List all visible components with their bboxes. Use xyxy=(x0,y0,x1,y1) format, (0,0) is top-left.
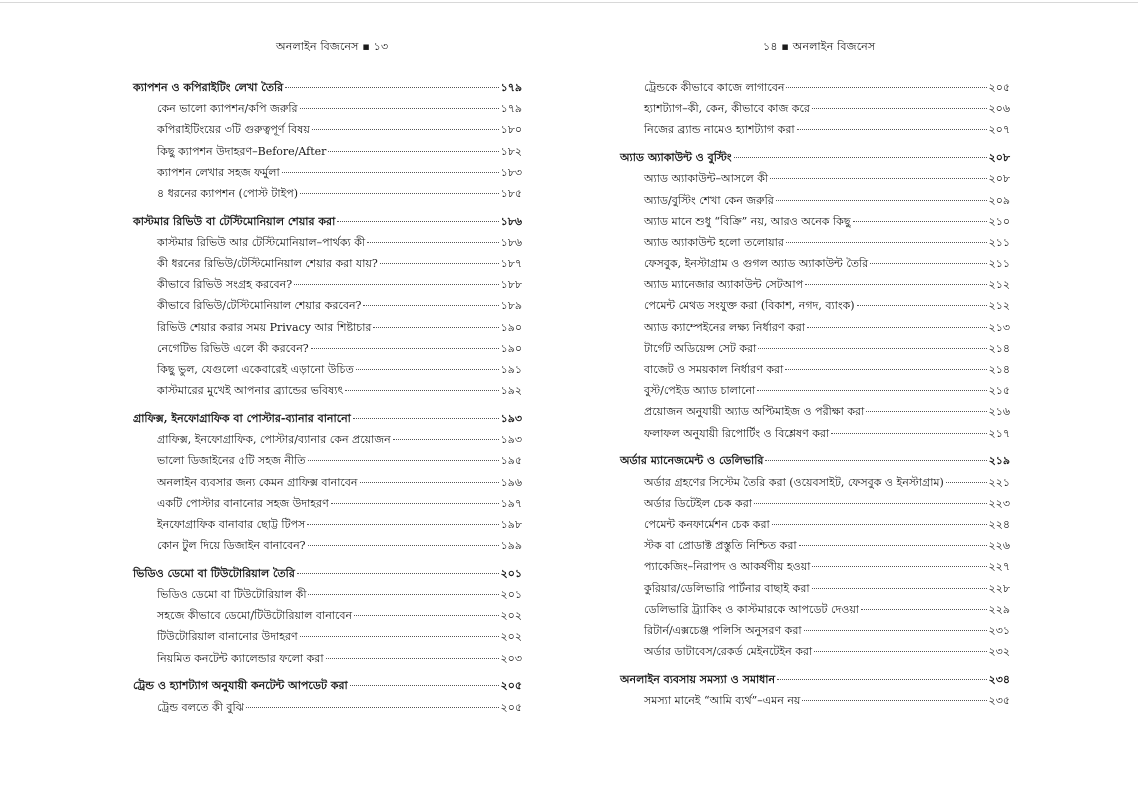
section-title: একটি পোস্টার বানানোর সহজ উদাহরণ xyxy=(157,496,329,510)
section-title: অর্ডার ডিটেইল চেক করা xyxy=(644,496,752,510)
toc-section-entry xyxy=(133,319,522,340)
toc-section-entry xyxy=(620,622,1010,643)
page-number: ২২৭ xyxy=(988,560,1010,574)
page-header-left: অনলাইন বিজনেস ▪ ১৩ xyxy=(276,40,389,53)
page-header-right: ১৪ ▪ অনলাইন বিজনেস xyxy=(763,40,876,53)
dot-leader xyxy=(772,524,987,525)
page-number: ১৯২ xyxy=(500,384,522,398)
chapter-title: অর্ডার ম্যানেজমেন্ট ও ডেলিভারি xyxy=(620,454,764,468)
dot-leader xyxy=(831,433,986,434)
page-number: ২১২ xyxy=(988,278,1010,292)
toc-section-entry xyxy=(133,255,522,276)
dot-leader xyxy=(812,566,986,567)
dot-leader xyxy=(805,284,986,285)
section-title: নিয়মিত কনটেন্ট ক্যালেন্ডার ফলো করা xyxy=(157,651,324,665)
chapter-title: কাস্টমার রিভিউ বা টেস্টিমোনিয়াল শেয়ার করা xyxy=(133,214,336,228)
page-number: ১৯০ xyxy=(500,341,522,355)
toc-section-entry xyxy=(133,586,522,607)
page-number: ২২৪ xyxy=(988,517,1010,531)
section-title: কীভাবে রিভিউ/টেস্টিমোনিয়াল শেয়ার করবেন? xyxy=(157,299,362,313)
section-title: অ্যাড ক্যাম্পেইনের লক্ষ্য নির্ধারণ করা xyxy=(644,320,805,334)
dot-leader xyxy=(300,193,499,194)
page-number: ২০৫ xyxy=(500,700,522,714)
toc-section-entry xyxy=(620,403,1010,424)
page-number: ১৯৮ xyxy=(500,517,522,531)
dot-leader xyxy=(297,573,499,574)
toc-chapter-entry xyxy=(620,671,1010,692)
page-number: ১৮০ xyxy=(500,123,522,137)
section-title: বুস্ট/পেইড অ্যাড চালানো xyxy=(644,384,756,398)
toc-chapter-entry xyxy=(620,452,1010,473)
dot-leader xyxy=(380,263,499,264)
dot-leader xyxy=(812,588,987,589)
dot-leader xyxy=(282,172,499,173)
chapter-title: অনলাইন ব্যবসায় সমস্যা ও সমাধান xyxy=(620,672,776,686)
dot-leader xyxy=(757,390,986,391)
section-title: কোন টুল দিয়ে ডিজাইন বানাবেন? xyxy=(157,539,306,553)
dot-leader xyxy=(246,707,499,708)
dot-leader xyxy=(345,390,498,391)
toc-section-entry xyxy=(620,170,1010,191)
section-title: টার্গেট অডিয়েন্স সেট করা xyxy=(644,341,757,355)
toc-section-entry xyxy=(620,319,1010,340)
section-title: নেগেটিভ রিভিউ এলে কী করবেন? xyxy=(157,341,309,355)
page-number: ২১৫ xyxy=(988,384,1010,398)
toc-section-entry xyxy=(133,121,522,142)
section-title: সহজে কীভাবে ডেমো/টিউটোরিয়াল বানাবেন xyxy=(157,609,353,623)
page-number: ১৯৩ xyxy=(500,433,522,447)
dot-leader xyxy=(307,524,498,525)
toc-section-entry xyxy=(620,474,1010,495)
page-number: ২০৬ xyxy=(988,102,1010,116)
dot-leader xyxy=(331,503,499,504)
toc-section-entry xyxy=(620,297,1010,318)
toc-section-entry xyxy=(133,185,522,206)
dot-leader xyxy=(300,108,499,109)
toc-section-entry xyxy=(620,121,1010,142)
dot-leader xyxy=(807,327,987,328)
page-number: ২০৮ xyxy=(988,151,1010,165)
page-number: ১৮৫ xyxy=(500,186,522,200)
page-number: ২১১ xyxy=(988,235,1010,249)
dot-leader xyxy=(308,594,498,595)
page-number: ১৭৯ xyxy=(500,102,522,116)
toc-section-entry xyxy=(133,234,522,255)
dot-leader xyxy=(363,305,498,306)
toc-section-entry xyxy=(133,164,522,185)
dot-leader xyxy=(802,700,986,701)
dot-leader xyxy=(360,482,499,483)
toc-section-entry xyxy=(133,607,522,628)
dot-leader xyxy=(285,87,498,88)
section-title: কপিরাইটিংয়ের ৩টি গুরুত্বপূর্ণ বিষয় xyxy=(157,123,310,137)
toc-chapter-entry xyxy=(620,149,1010,170)
toc-section-entry xyxy=(133,382,522,403)
section-title: বাজেট ও সময়কাল নির্ধারণ করা xyxy=(644,363,784,377)
section-title: অ্যাড/বুস্টিং শেখা কেন জরুরি xyxy=(644,193,774,207)
page-number: ১৮৩ xyxy=(500,165,522,179)
dot-leader xyxy=(777,679,986,680)
section-title: রিটার্ন/এক্সচেঞ্জ পলিসি অনুসরণ করা xyxy=(644,623,802,637)
toc-left-page xyxy=(133,79,522,720)
toc-section-entry xyxy=(620,537,1010,558)
dot-leader xyxy=(353,418,499,419)
dot-leader xyxy=(308,460,499,461)
section-title: ক্যাপশন লেখার সহজ ফর্মুলা xyxy=(157,165,280,179)
section-title: পেমেন্ট মেথড সংযুক্ত করা (বিকাশ, নগদ, ব্যাংক) xyxy=(644,299,855,313)
top-border-line xyxy=(0,2,1138,3)
toc-section-entry xyxy=(133,276,522,297)
chapter-title: অ্যাড অ্যাকাউন্ট ও বুস্টিং xyxy=(620,151,732,165)
page-number: ২০৭ xyxy=(988,123,1010,137)
section-title: কেন ভালো ক্যাপশন/কপি জরুরি xyxy=(157,102,298,116)
page-number: ২৩৪ xyxy=(988,672,1010,686)
dot-leader xyxy=(797,129,987,130)
dot-leader xyxy=(804,630,987,631)
dot-leader xyxy=(799,545,987,546)
toc-section-entry xyxy=(620,361,1010,382)
section-title: কীভাবে রিভিউ সংগ্রহ করবেন? xyxy=(157,278,293,292)
section-title: প্রয়োজন অনুযায়ী অ্যাড অপ্টিমাইজ ও পরীক্ষা করা xyxy=(644,405,865,419)
dot-leader xyxy=(776,200,987,201)
section-title: অ্যাড ম্যানেজার অ্যাকাউন্ট সেটআপ xyxy=(644,278,804,292)
toc-section-entry xyxy=(620,192,1010,213)
page-number: ২১৬ xyxy=(988,405,1010,419)
page-number: ২১০ xyxy=(988,214,1010,228)
page-number: ১৮২ xyxy=(500,144,522,158)
toc-chapter-entry xyxy=(133,565,522,586)
page-number: ২২৬ xyxy=(988,539,1010,553)
toc-section-entry xyxy=(620,580,1010,601)
toc-chapter-entry xyxy=(133,79,522,100)
dot-leader xyxy=(758,348,986,349)
toc-section-entry xyxy=(133,340,522,361)
dot-leader xyxy=(337,221,498,222)
page-number: ২০৫ xyxy=(988,81,1010,94)
section-title: রিভিউ শেয়ার করার সময় Privacy আর শিষ্টাচার xyxy=(157,320,372,334)
toc-section-entry xyxy=(620,425,1010,446)
page-number: ২০৮ xyxy=(988,172,1010,186)
page-number: ২৩২ xyxy=(988,645,1010,659)
toc-right-page xyxy=(620,79,1010,713)
dot-leader xyxy=(367,242,498,243)
dot-leader xyxy=(354,615,498,616)
toc-section-entry xyxy=(620,276,1010,297)
toc-section-entry xyxy=(133,474,522,495)
toc-section-entry xyxy=(620,340,1010,361)
chapter-title: ক্যাপশন ও কপিরাইটিং লেখা তৈরি xyxy=(133,81,284,94)
section-title: অনলাইন ব্যবসার জন্য কেমন গ্রাফিক্স বানাবেন xyxy=(157,475,358,489)
page-number: ২১৪ xyxy=(988,363,1010,377)
toc-section-entry xyxy=(620,692,1010,713)
section-title: প্যাকেজিং–নিরাপদ ও আকর্ষণীয় হওয়া xyxy=(644,560,811,574)
section-title: টিউটোরিয়াল বানানোর উদাহরণ xyxy=(157,630,298,644)
page-number: ১৮৯ xyxy=(500,299,522,313)
dot-leader xyxy=(861,609,987,610)
dot-leader xyxy=(356,369,499,370)
section-title: অ্যাড অ্যাকাউন্ট–আসলে কী xyxy=(644,172,769,186)
section-title: ভালো ডিজাইনের ৫টি সহজ নীতি xyxy=(157,454,306,468)
dot-leader xyxy=(350,685,499,686)
section-title: ট্রেন্ড বলতে কী বুঝি xyxy=(157,700,244,714)
toc-chapter-entry xyxy=(133,410,522,431)
page-number: ২০২ xyxy=(500,630,522,644)
page-number: ২০১ xyxy=(500,566,522,580)
toc-section-entry xyxy=(620,100,1010,121)
toc-section-entry xyxy=(620,382,1010,403)
section-title: গ্রাফিক্স, ইনফোগ্রাফিক, পোস্টার/ব্যানার কেন প্রয়োজন xyxy=(157,433,391,447)
section-title: অর্ডার গ্রহণের সিস্টেম তৈরি করা (ওয়েবসাইট, ফেসবুক ও ইনস্টাগ্রাম) xyxy=(644,475,944,489)
section-title: কুরিয়ার/ডেলিভারি পার্টনার বাছাই করা xyxy=(644,581,810,595)
toc-section-entry xyxy=(133,361,522,382)
toc-section-entry xyxy=(620,255,1010,276)
section-title: ভিডিও ডেমো বা টিউটোরিয়াল কী xyxy=(157,588,307,602)
dot-leader xyxy=(853,221,987,222)
dot-leader xyxy=(870,263,986,264)
page-number: ২১১ xyxy=(988,257,1010,271)
page-number: ২০২ xyxy=(500,609,522,623)
toc-section-entry xyxy=(620,495,1010,516)
toc-section-entry xyxy=(133,431,522,452)
toc-section-entry xyxy=(620,601,1010,622)
page-number: ২১৪ xyxy=(988,341,1010,355)
page-number: ১৮৬ xyxy=(500,235,522,249)
toc-section-entry xyxy=(133,516,522,537)
section-title: কাস্টমারের মুখেই আপনার ব্র্যান্ডের ভবিষ্যৎ xyxy=(157,384,344,398)
dot-leader xyxy=(786,87,986,88)
page-number: ২০৯ xyxy=(988,193,1010,207)
page-number: ১৯১ xyxy=(500,363,522,377)
dot-leader xyxy=(765,460,986,461)
section-title: ৪ ধরনের ক্যাপশন (পোস্ট টাইপ) xyxy=(157,186,299,200)
dot-leader xyxy=(326,658,499,659)
page-number: ১৯৬ xyxy=(500,475,522,489)
page-number: ২২৯ xyxy=(988,602,1010,616)
section-title: অ্যাড অ্যাকাউন্ট হলো তলোয়ার xyxy=(644,235,784,249)
page-number: ২১২ xyxy=(988,299,1010,313)
page-number: ২৩১ xyxy=(988,623,1010,637)
chapter-title: ভিডিও ডেমো বা টিউটোরিয়াল তৈরি xyxy=(133,566,295,580)
page-number: ১৯৫ xyxy=(500,454,522,468)
toc-section-entry xyxy=(620,516,1010,537)
page-number: ২১৩ xyxy=(988,320,1010,334)
toc-section-entry xyxy=(133,297,522,318)
section-title: ফেসবুক, ইনস্টাগ্রাম ও গুগল অ্যাড অ্যাকাউন্ট তৈরি xyxy=(644,257,869,271)
dot-leader xyxy=(734,157,987,158)
dot-leader xyxy=(300,636,499,637)
section-title: ফলাফল অনুযায়ী রিপোর্টিং ও বিশ্লেষণ করা xyxy=(644,426,830,440)
dot-leader xyxy=(294,284,498,285)
dot-leader xyxy=(311,348,499,349)
page-number: ১৯৭ xyxy=(500,496,522,510)
page-number: ১৯৯ xyxy=(500,539,522,553)
toc-section-entry xyxy=(133,628,522,649)
chapter-title: ট্রেন্ড ও হ্যাশট্যাগ অনুযায়ী কনটেন্ট আপডেট করা xyxy=(133,679,348,693)
section-title: অর্ডার ডাটাবেস/রেকর্ড মেইনটেইন করা xyxy=(644,645,813,659)
section-title: সমস্যা মানেই “আমি ব্যর্থ”–এমন নয় xyxy=(644,694,801,708)
page-number: ২০৩ xyxy=(500,651,522,665)
section-title: ট্রেন্ডকে কীভাবে কাজে লাগাবেন xyxy=(644,81,785,94)
page-number: ২২১ xyxy=(988,475,1010,489)
dot-leader xyxy=(857,305,987,306)
section-title: কিছু ভুল, যেগুলো একেবারেই এড়ানো উচিত xyxy=(157,363,354,377)
toc-section-entry xyxy=(133,143,522,164)
page-number: ১৮৬ xyxy=(500,214,522,228)
toc-section-entry xyxy=(133,699,522,720)
toc-section-entry xyxy=(133,100,522,121)
section-title: কাস্টমার রিভিউ আর টেস্টিমোনিয়াল–পার্থক্য কী xyxy=(157,235,366,249)
page-number: ১৭৯ xyxy=(500,81,522,94)
section-title: নিজের ব্র্যান্ড নামেও হ্যাশট্যাগ করা xyxy=(644,123,795,137)
section-title: হ্যাশট্যাগ–কী, কেন, কীভাবে কাজ করে xyxy=(644,102,810,116)
dot-leader xyxy=(312,129,499,130)
toc-section-entry xyxy=(620,558,1010,579)
page-number: ২০৫ xyxy=(500,679,522,693)
page-number: ২২৮ xyxy=(988,581,1010,595)
page-number: ২১৭ xyxy=(988,426,1010,440)
page-number: ১৮৮ xyxy=(500,278,522,292)
toc-section-entry xyxy=(620,234,1010,255)
toc-section-entry xyxy=(133,650,522,671)
section-title: পেমেন্ট কনফার্মেশন চেক করা xyxy=(644,517,770,531)
section-title: স্টক বা প্রোডাক্ট প্রস্তুতি নিশ্চিত করা xyxy=(644,539,797,553)
section-title: অ্যাড মানে শুধু “বিক্রি” নয়, আরও অনেক কিছু xyxy=(644,214,851,228)
dot-leader xyxy=(754,503,987,504)
toc-section-entry xyxy=(620,643,1010,664)
chapter-title: গ্রাফিক্স, ইনফোগ্রাফিক বা পোস্টার-ব্যানার বানানো xyxy=(133,412,351,425)
dot-leader xyxy=(785,369,986,370)
section-title: কী ধরনের রিভিউ/টেস্টিমোনিয়াল শেয়ার করা যায়? xyxy=(157,257,378,271)
section-title: ইনফোগ্রাফিক বানাবার ছোট্ট টিপস xyxy=(157,517,306,531)
toc-section-entry xyxy=(620,79,1010,100)
page-number: ২১৯ xyxy=(988,454,1010,468)
dot-leader xyxy=(814,651,986,652)
page-number: ১৯০ xyxy=(500,320,522,334)
dot-leader xyxy=(786,242,987,243)
dot-leader xyxy=(770,178,986,179)
toc-section-entry xyxy=(620,213,1010,234)
page-number: ২০১ xyxy=(500,588,522,602)
page-number: ২৩৫ xyxy=(988,694,1010,708)
dot-leader xyxy=(946,482,987,483)
dot-leader xyxy=(812,108,987,109)
section-title: ডেলিভারি ট্র্যাকিং ও কাস্টমারকে আপডেট দেওয়া xyxy=(644,602,859,616)
page-number: ২২৩ xyxy=(988,496,1010,510)
toc-chapter-entry xyxy=(133,213,522,234)
dot-leader xyxy=(373,327,498,328)
section-title: কিছু ক্যাপশন উদাহরণ–Before/After xyxy=(157,144,327,158)
page-number: ১৮৭ xyxy=(500,257,522,271)
toc-section-entry xyxy=(133,452,522,473)
toc-section-entry xyxy=(133,537,522,558)
toc-chapter-entry xyxy=(133,677,522,698)
dot-leader xyxy=(393,439,499,440)
page-number: ১৯৩ xyxy=(500,412,522,425)
dot-leader xyxy=(866,411,986,412)
dot-leader xyxy=(308,545,499,546)
toc-section-entry xyxy=(133,495,522,516)
dot-leader xyxy=(328,151,498,152)
